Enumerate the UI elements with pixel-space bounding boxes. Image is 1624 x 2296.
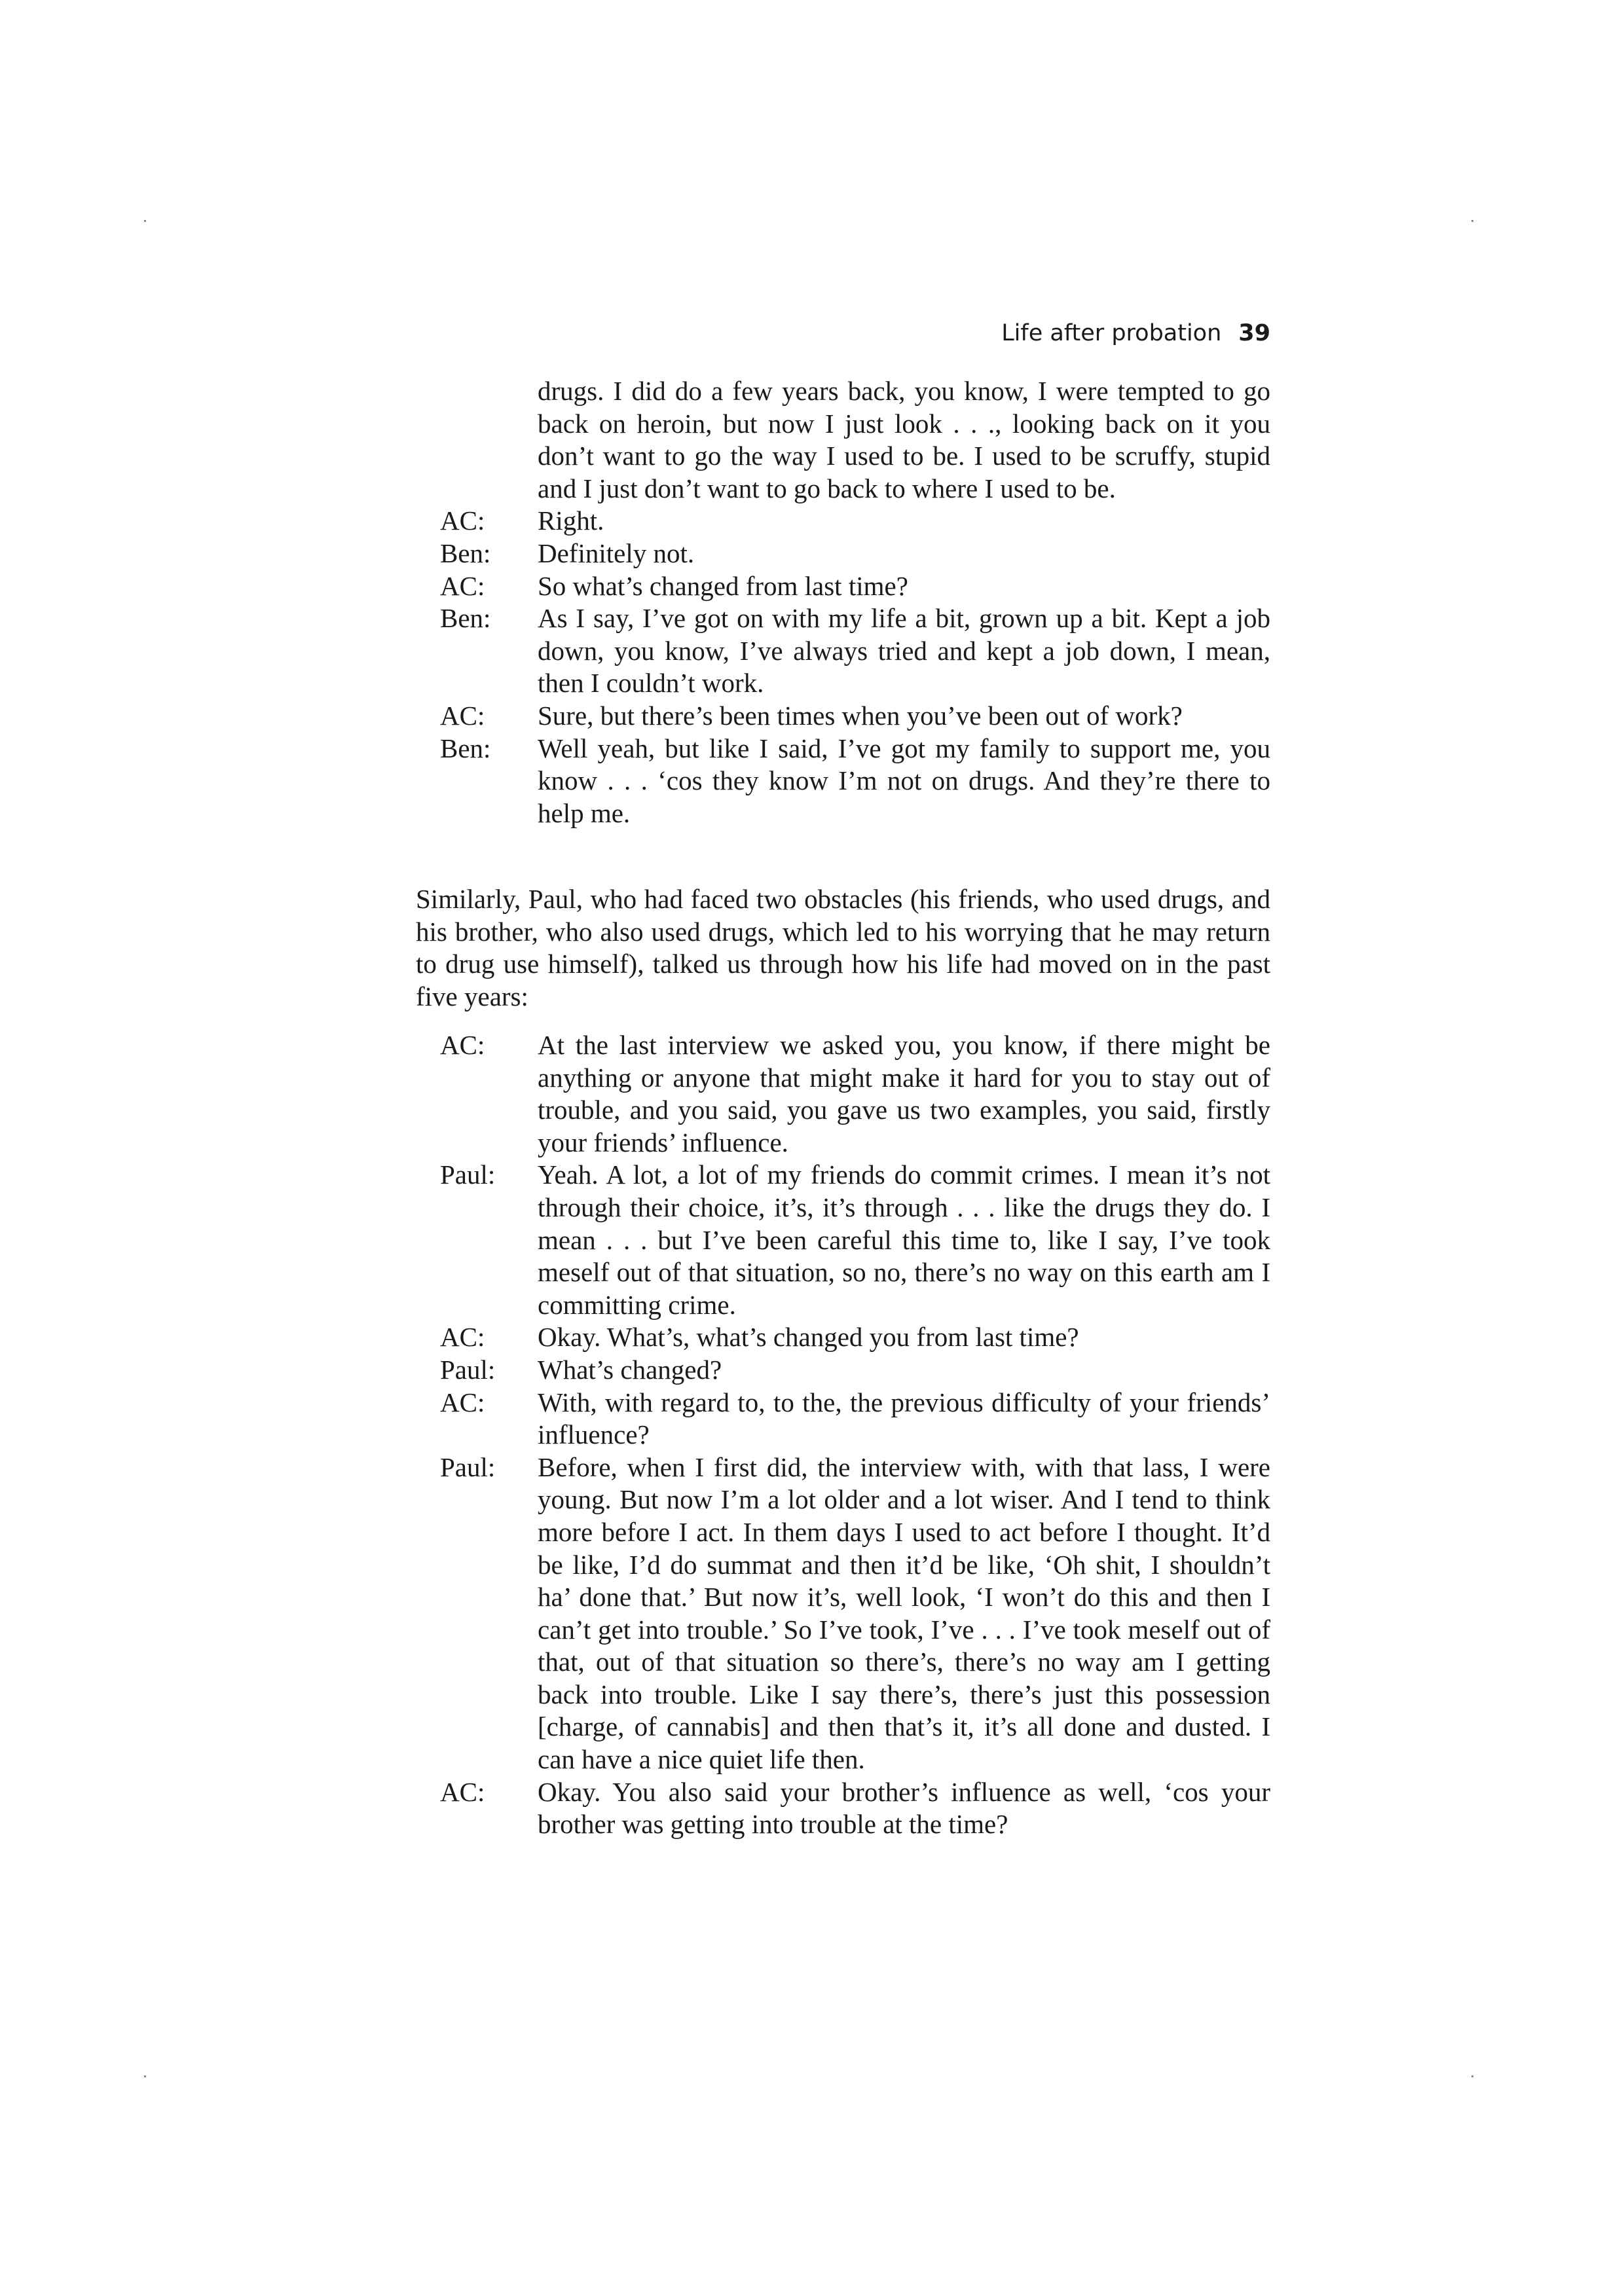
utterance-text: What’s changed? <box>538 1354 722 1385</box>
utterance-text: With, with regard to, to the, the previous difficulty of your friends’ influence? <box>538 1387 1270 1450</box>
utterance-text: Okay. What’s, what’s changed you from last time? <box>538 1322 1079 1353</box>
utterance-text: Okay. You also said your brother’s influence as well, ‘cos your brother was getting into trouble at the time? <box>538 1776 1270 1840</box>
dialogue-turn <box>416 1321 1270 1354</box>
paragraph-text: Similarly, Paul, who had faced two obstacles (his friends, who used drugs, and his brother, who also used drugs, which led to his worrying that he may return to drug use himself), talked us through how his life had moved on in the past five years: <box>416 884 1270 1011</box>
utterance-text: As I say, I’ve got on with my life a bit, grown up a bit. Kept a job down, you know, I’ve always tried and kept a job down, I mean, then I couldn’t work. <box>538 603 1270 699</box>
speaker-label: Paul: <box>440 1159 496 1190</box>
speaker-label: AC: <box>440 700 485 731</box>
dialogue-turn <box>416 700 1270 733</box>
interview-excerpt-paul <box>416 1029 1270 1841</box>
dialogue-turn <box>416 1387 1270 1451</box>
speaker-label: AC: <box>440 1776 485 1807</box>
crop-mark-bottom-left <box>144 2075 146 2077</box>
speaker-label: Paul: <box>440 1451 496 1482</box>
utterance-text: At the last interview we asked you, you know, if there might be anything or anyone that might make it hard for you to stay out of trouble, and you said, you gave us two examples, you said, firstly your friends’ influence. <box>538 1030 1270 1157</box>
utterance-continuation: drugs. I did do a few years back, you know, I were tempted to go back on heroin, but now I just look . . ., looking back on it you don’t want to go the way I used to be. I used to be scruffy, stupid and I just don’t want to go back to where I used to be. <box>538 376 1270 503</box>
dialogue-turn <box>416 1029 1270 1159</box>
page-number: 39 <box>1238 320 1270 346</box>
utterance-text: Well yeah, but like I said, I’ve got my family to support me, you know . . . ‘cos they know I’m not on drugs. And they’re there to help me. <box>538 733 1270 828</box>
speaker-label: AC: <box>440 1322 485 1353</box>
utterance-text: Yeah. A lot, a lot of my friends do commit crimes. I mean it’s not through their choice, it’s, it’s through . . . like the drugs they do. I mean . . . but I’ve been careful this time to, like I say, I’ve took meself out of that situation, so no, there’s no way on this earth am I committing crime. <box>538 1159 1270 1320</box>
dialogue-turn <box>416 570 1270 603</box>
crop-mark-top-right <box>1471 220 1473 222</box>
dialogue-turn <box>416 602 1270 700</box>
interview-excerpt-ben <box>416 375 1270 829</box>
utterance-text: Sure, but there’s been times when you’ve been out of work? <box>538 700 1183 731</box>
speaker-label: Paul: <box>440 1354 496 1385</box>
dialogue-turn <box>416 505 1270 538</box>
speaker-label: AC: <box>440 1387 485 1417</box>
utterance-text: Definitely not. <box>538 538 695 568</box>
speaker-label: Ben: <box>440 733 491 763</box>
utterance-text: So what’s changed from last time? <box>538 570 908 601</box>
dialogue-turn <box>416 733 1270 830</box>
utterance-text: Right. <box>538 505 604 536</box>
dialogue-turn <box>416 1451 1270 1776</box>
crop-mark-bottom-right <box>1471 2075 1473 2077</box>
dialogue-turn <box>416 1776 1270 1841</box>
running-head <box>917 319 1270 348</box>
speaker-label: AC: <box>440 570 485 601</box>
dialogue-turn <box>416 538 1270 570</box>
crop-mark-top-left <box>144 220 146 222</box>
dialogue-turn <box>416 1354 1270 1387</box>
utterance-text: Before, when I first did, the interview with, with that lass, I were young. But now I’m a lot older and a lot wiser. And I tend to think more before I act. In them days I used to act before I thought. It’d be like, I’d do summat and then it’d be like, ‘Oh shit, I shouldn’t ha’ done that.’ But now it’s, well look, ‘I won’t do this and then I can’t get into trouble.’ So I’ve took, I’ve . . . I’ve took meself out of that, out of that situation so there’s, there’s no way am I getting back into trouble. Like I say there’s, there’s just this possession [charge, of cannabis] and then that’s it, it’s all done and dusted. I can have a nice quiet life then. <box>538 1451 1270 1775</box>
speaker-label: Ben: <box>440 538 491 568</box>
speaker-label: Ben: <box>440 603 491 634</box>
speaker-label: AC: <box>440 1030 485 1060</box>
dialogue-turn <box>416 1159 1270 1321</box>
speaker-label: AC: <box>440 505 485 536</box>
body-paragraph <box>416 883 1270 1013</box>
running-head-title: Life after probation <box>1001 320 1222 346</box>
